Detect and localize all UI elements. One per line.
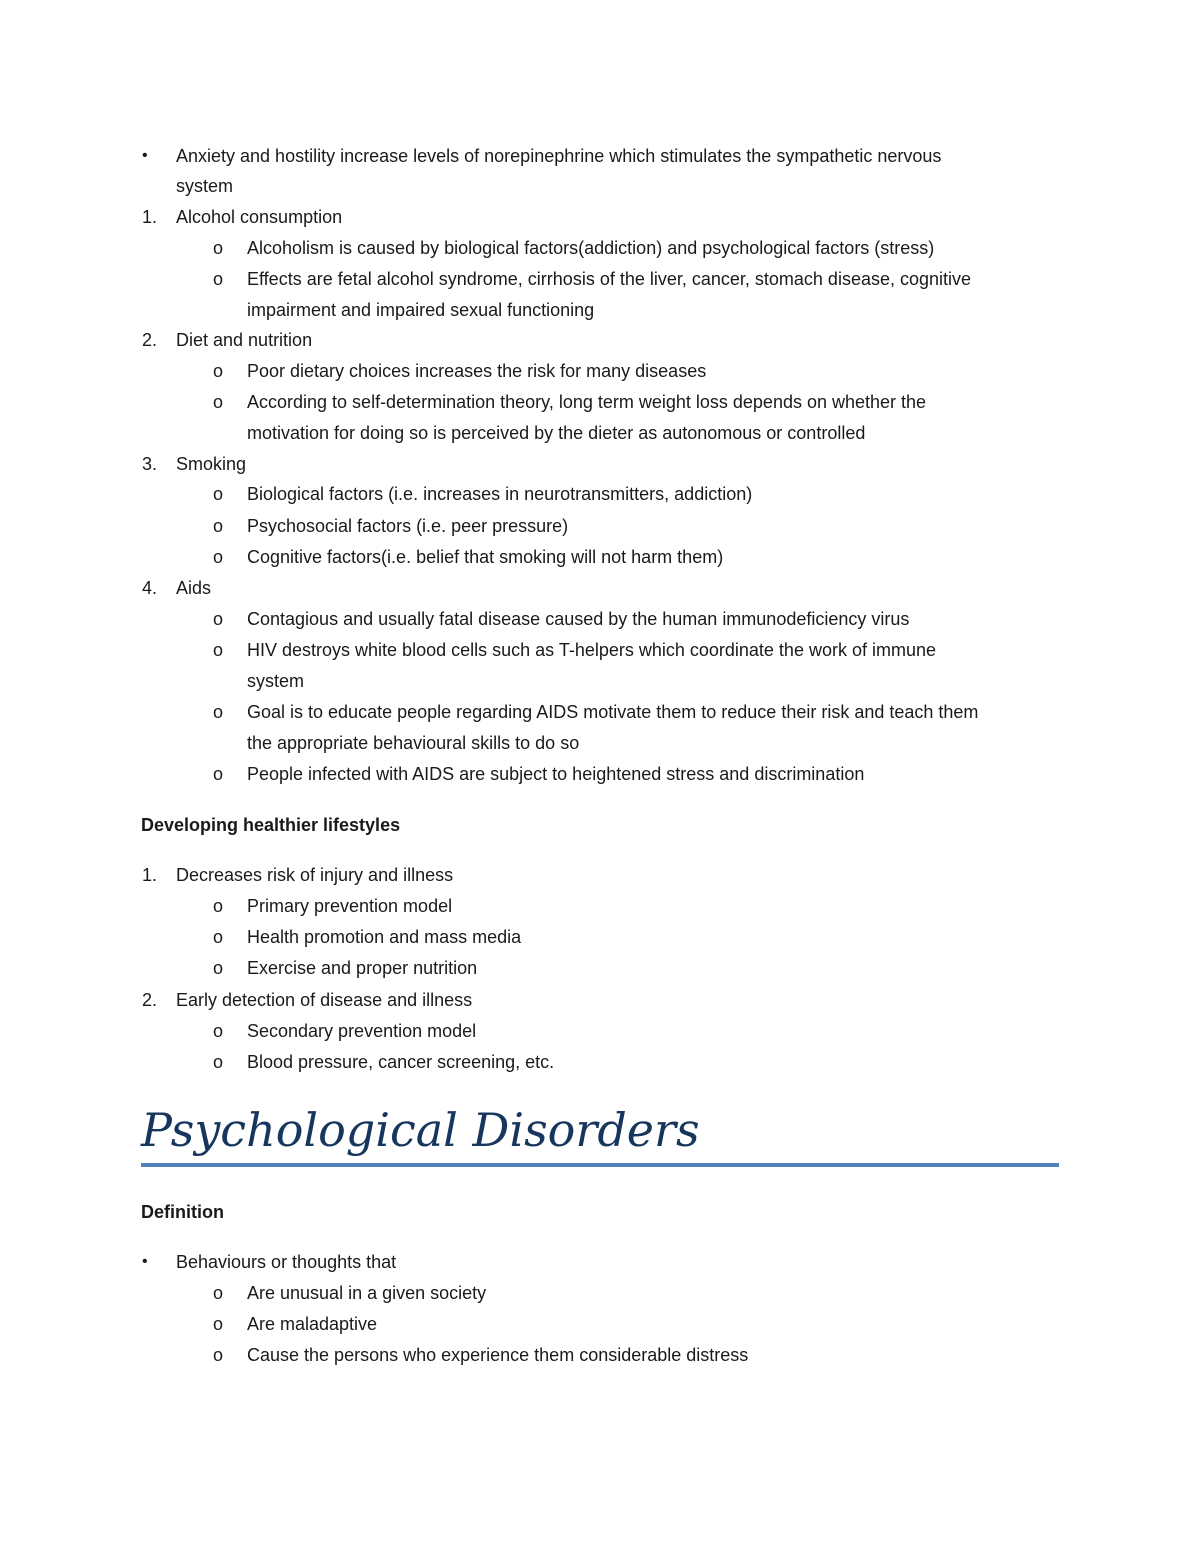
sub-item-text: Psychosocial factors (i.e. peer pressure)	[247, 516, 569, 536]
sub-bullet-marker: o	[213, 1345, 224, 1365]
sub-item-text: motivation for doing so is perceived by the dieter as autonomous or controlled	[247, 423, 866, 443]
list-number: 2.	[142, 330, 158, 350]
intro-bullet-line-2: system	[176, 176, 234, 196]
list-number: 4.	[142, 578, 158, 598]
sub-bullet-marker: o	[213, 238, 224, 258]
sub-item-text: Alcoholism is caused by biological factors(addiction) and psychological factors (stress)	[247, 238, 935, 258]
sub-bullet-marker: o	[213, 484, 224, 504]
sub-item-text: Biological factors (i.e. increases in neurotransmitters, addiction)	[247, 484, 753, 504]
sub-item-text: HIV destroys white blood cells such as T-helpers which coordinate the work of immune	[247, 640, 936, 660]
list-item-aids: Aids	[176, 578, 212, 598]
sub-item-text: Are maladaptive	[247, 1314, 378, 1334]
intro-bullet-line-1: Anxiety and hostility increase levels of norepinephrine which stimulates the sympathetic nervous	[176, 146, 942, 166]
sub-bullet-marker: o	[213, 547, 224, 567]
sub-item-text: Health promotion and mass media	[247, 927, 522, 947]
sub-bullet-marker: o	[213, 361, 224, 381]
sub-item-text: Poor dietary choices increases the risk for many diseases	[247, 361, 707, 381]
list-number: 1.	[142, 207, 158, 227]
sub-item-text: Exercise and proper nutrition	[247, 958, 478, 978]
sub-bullet-marker: o	[213, 392, 224, 412]
sub-bullet-marker: o	[213, 896, 224, 916]
section-title-definition: Definition	[141, 1202, 224, 1222]
sub-bullet-marker: o	[213, 1283, 224, 1303]
sub-item-text: the appropriate behavioural skills to do so	[247, 733, 580, 753]
sub-bullet-marker: o	[213, 1314, 224, 1334]
sub-item-text: Cause the persons who experience them considerable distress	[247, 1345, 749, 1365]
list-number: 1.	[142, 865, 158, 885]
sub-item-text: system	[247, 671, 305, 691]
sub-item-text: Effects are fetal alcohol syndrome, cirrhosis of the liver, cancer, stomach disease, cognitive	[247, 269, 972, 289]
sub-item-text: Secondary prevention model	[247, 1021, 477, 1041]
sub-bullet-marker: o	[213, 1021, 224, 1041]
sub-item-text: Are unusual in a given society	[247, 1283, 487, 1303]
list-item-smoking: Smoking	[176, 454, 247, 474]
sub-bullet-marker: o	[213, 516, 224, 536]
heading-psychological-disorders: Psychological Disorders	[141, 1103, 700, 1157]
bullet-behaviours: Behaviours or thoughts that	[176, 1252, 397, 1272]
sub-bullet-marker: o	[213, 269, 224, 289]
bullet-marker: •	[142, 147, 148, 164]
sub-bullet-marker: o	[213, 764, 224, 784]
sub-item-text: impairment and impaired sexual functioning	[247, 300, 595, 320]
list-number: 2.	[142, 990, 158, 1010]
sub-bullet-marker: o	[213, 1052, 224, 1072]
section-title-healthier-lifestyles: Developing healthier lifestyles	[141, 815, 401, 835]
sub-bullet-marker: o	[213, 640, 224, 660]
bullet-marker: •	[142, 1253, 148, 1270]
list-number: 3.	[142, 454, 158, 474]
list-item-diet: Diet and nutrition	[176, 330, 313, 350]
sub-item-text: People infected with AIDS are subject to heightened stress and discrimination	[247, 764, 865, 784]
list-item-alcohol: Alcohol consumption	[176, 207, 343, 227]
sub-bullet-marker: o	[213, 958, 224, 978]
sub-item-text: Contagious and usually fatal disease caused by the human immunodeficiency virus	[247, 609, 910, 629]
heading-underline-rule	[141, 1163, 1059, 1167]
sub-item-text: Primary prevention model	[247, 896, 453, 916]
sub-item-text: Blood pressure, cancer screening, etc.	[247, 1052, 555, 1072]
sub-item-text: According to self-determination theory, long term weight loss depends on whether the	[247, 392, 927, 412]
sub-item-text: Goal is to educate people regarding AIDS motivate them to reduce their risk and teach them	[247, 702, 979, 722]
list-item-early-detection: Early detection of disease and illness	[176, 990, 473, 1010]
sub-bullet-marker: o	[213, 927, 224, 947]
list-item-decreases-risk: Decreases risk of injury and illness	[176, 865, 454, 885]
sub-bullet-marker: o	[213, 609, 224, 629]
sub-item-text: Cognitive factors(i.e. belief that smoking will not harm them)	[247, 547, 724, 567]
sub-bullet-marker: o	[213, 702, 224, 722]
